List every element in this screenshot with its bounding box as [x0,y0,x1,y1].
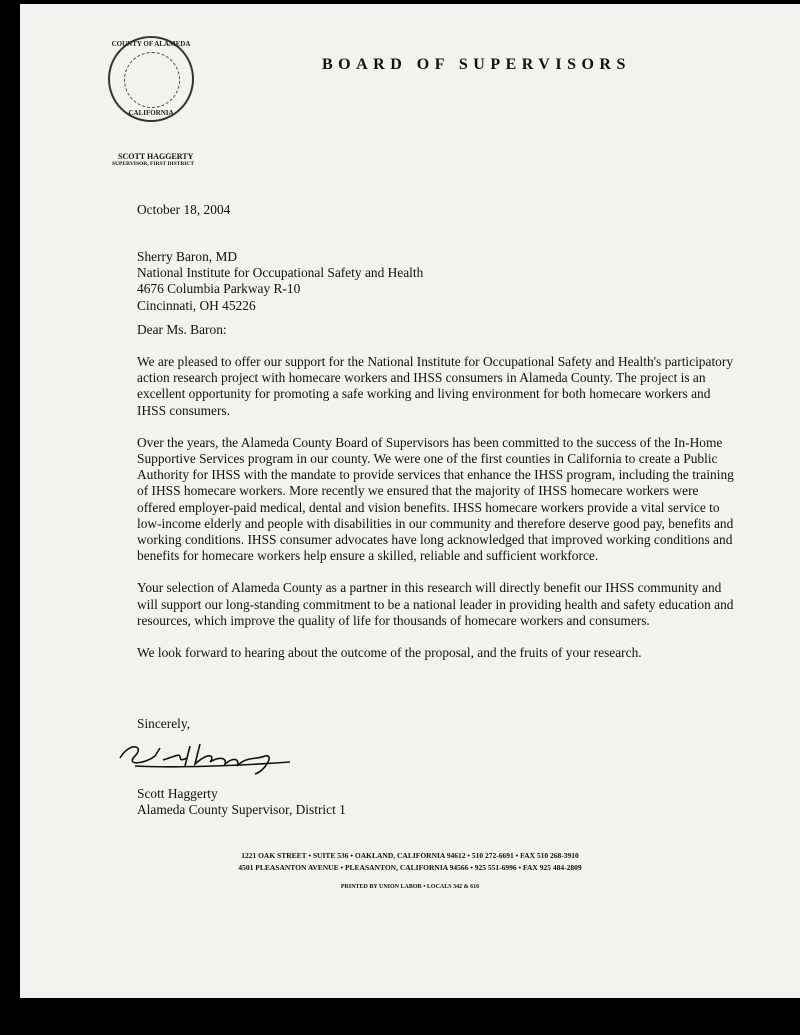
paragraph: Over the years, the Alameda County Board of Supervisors has been committed to the success of the In-Home Supportive Services program in our county. We were one of the first counties in California to create a Public Authority for IHSS with the mandate to provide services that enhance the IHSS program, including the training of IHSS homecare workers. More recently we ensured that the majority of IHSS homecare workers were offered employer-paid medical, dental and vision benefits. IHSS homecare workers provide a vital service to low-income elderly and people with disabilities in our community and therefore deserve good pay, benefits and working conditions. IHSS consumer advocates have long acknowledged that improved working conditions and benefits for homecare workers help ensure a skilled, reliable and sufficient workforce. [137,434,734,564]
county-seal [108,36,194,122]
paragraph: Your selection of Alameda County as a partner in this research will directly benefit our IHSS community and will support our long-standing commitment to be a national leader in providing health and safety education and resources, which improve the quality of life for thousands of homecare workers and consumers. [137,580,734,628]
paragraph: We are pleased to offer our support for the National Institute for Occupational Safety and Health's participatory action research project with homecare workers and IHSS consumers in Alameda County. The project is an excellent opportunity for promoting a safe working and living environment for both homecare workers and IHSS consumers. [137,354,734,418]
seal-text-top: COUNTY OF ALAMEDA [111,40,191,48]
letter-page [20,4,800,998]
handwritten-signature [115,726,295,776]
supervisor-title: SUPERVISOR, FIRST DISTRICT [112,161,195,167]
seal-text-bottom: CALIFORNIA [128,109,174,117]
letter-body [137,354,737,661]
supervisor-name: SCOTT HAGGERTY [118,152,194,161]
letter-date: October 18, 2004 [137,202,231,217]
recipient-line: 4676 Columbia Parkway R-10 [137,281,301,297]
footer-address-oakland: 1221 OAK STREET • SUITE 536 • OAKLAND, CALIFORNIA 94612 • 510 272-6691 • FAX 510 268-3910 [241,851,579,860]
salutation: Dear Ms. Baron: [137,322,227,337]
signer-name: Scott Haggerty [137,786,218,801]
footer-union-label: PRINTED BY UNION LABOR • LOCALS 342 & 616 [340,884,480,890]
paragraph: We look forward to hearing about the outcome of the proposal, and the fruits of your research. [137,645,642,661]
footer-address-pleasanton: 4501 PLEASANTON AVENUE • PLEASANTON, CALIFORNIA 94566 • 925 551-6996 • FAX 925 484-2809 [238,863,582,872]
letterhead-title: BOARD OF SUPERVISORS [322,56,631,73]
closing: Sincerely, [137,716,191,731]
recipient-line: National Institute for Occupational Safety and Health [137,265,424,281]
signer-title: Alameda County Supervisor, District 1 [137,802,346,817]
recipient-line: Sherry Baron, MD [137,249,238,264]
recipient-line: Cincinnati, OH 45226 [137,297,256,313]
recipient-address [137,249,423,314]
seal-emblem-icon [124,52,180,108]
